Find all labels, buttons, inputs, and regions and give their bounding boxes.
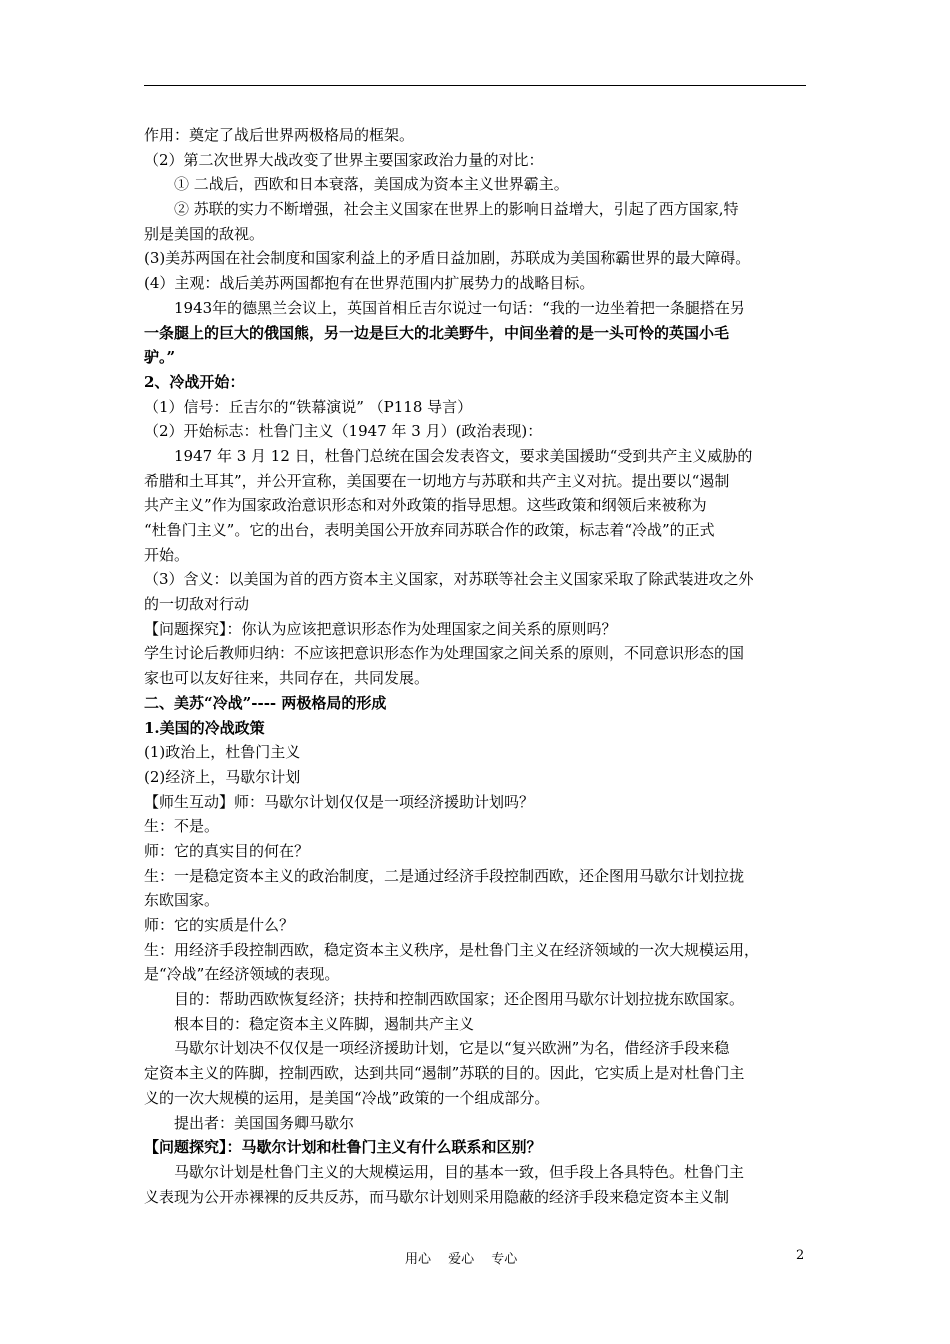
text-line: 希腊和土耳其”，并公开宣称，美国要在一切地方与苏联和共产主义对抗。提出要以“遏制 (144, 471, 730, 490)
text-line: 义表现为公开赤裸裸的反共反苏，而马歇尔计划则采用隐蔽的经济手段来稳定资本主义制 (144, 1187, 730, 1206)
text-line: 二、美苏“冷战”---- 两极格局的形成 (144, 693, 387, 712)
page-number: 2 (796, 1248, 805, 1263)
text-line: 是“冷战”在经济领域的表现。 (144, 965, 340, 984)
text-line: 师：它的实质是什么？ (144, 916, 295, 934)
text-line: 生：不是。 (144, 817, 220, 836)
text-line: (4）主观：战后美苏两国都抱有在世界范围内扩展势力的战略目标。 (144, 274, 595, 293)
text-line: 目的：帮助西欧恢复经济；扶持和控制西欧国家；还企图用马歇尔计划拉拢东欧国家。 (174, 990, 745, 1009)
text-line: (3)美苏两国在社会制度和国家利益上的矛盾日益加剧，苏联成为美国称霸世界的最大障碍。 (144, 249, 751, 268)
text-line: （3）含义：以美国为首的西方资本主义国家，对苏联等社会主义国家采取了除武装进攻之外 (144, 570, 754, 589)
text-line: 作用：奠定了战后世界两极格局的框架。 (144, 126, 415, 144)
text-line: 根本目的：稳定资本主义阵脚，遏制共产主义 (174, 1014, 475, 1033)
header-rule (144, 85, 806, 86)
text-line: 学生讨论后教师归纳：不应该把意识形态作为处理国家之间关系的原则，不同意识形态的国 (144, 644, 745, 663)
text-line: 一条腿上的巨大的俄国熊，另一边是巨大的北美野牛，中间坐着的是一头可怜的英国小毛 (144, 323, 730, 342)
text-line: 师：它的真实目的何在？ (144, 841, 310, 860)
text-line: (2)经济上，马歇尔计划 (144, 767, 301, 786)
text-line: (1)政治上，杜鲁门主义 (144, 743, 301, 762)
text-line: 1.美国的冷战政策 (144, 718, 265, 737)
text-line: 驴。” (144, 348, 176, 367)
text-line: 生：一是稳定资本主义的政治制度，二是通过经济手段控制西欧，还企图用马歇尔计划拉拢 (144, 866, 745, 885)
text-line: ② 苏联的实力不断增强，社会主义国家在世界上的影响日益增大，引起了西方国家,特 (174, 200, 739, 219)
text-line: “杜鲁门主义”。它的出台，表明美国公开放弃同苏联合作的政策，标志着“冷战”的正式 (144, 521, 715, 539)
text-line: （2）第二次世界大战改变了世界主要国家政治力量的对比： (144, 150, 544, 169)
text-line: 定资本主义的阵脚，控制西欧，达到共同“遏制”苏联的目的。因此，它实质上是对杜鲁门主 (144, 1064, 745, 1083)
text-line: 马歇尔计划是杜鲁门主义的大规模运用，目的基本一致，但手段上各具特色。杜鲁门主 (174, 1162, 745, 1181)
text-line: 【问题探究】：马歇尔计划和杜鲁门主义有什么联系和区别？ (144, 1138, 542, 1157)
text-line: 别是美国的敌视。 (144, 224, 265, 243)
text-line: 家也可以友好往来，共同存在，共同发展。 (144, 669, 430, 688)
text-line: 开始。 (144, 545, 190, 564)
text-line: 2、冷战开始： (144, 372, 245, 391)
text-line: 的一切敌对行动 (144, 595, 250, 614)
text-line: 1947 年 3 月 12 日，杜鲁门总统在国会发表咨文，要求美国援助“受到共产主义威胁的 (174, 446, 753, 465)
text-line: 1943年的德黑兰会议上，英国首相丘吉尔说过一句话：“我的一边坐着把一条腿搭在另 (174, 298, 745, 317)
text-line: （1）信号：丘吉尔的“铁幕演说” （P118 导言） (144, 397, 473, 416)
text-line: 生：用经济手段控制西欧，稳定资本主义秩序，是杜鲁门主义在经济领域的一次大规模运用， (144, 940, 760, 959)
text-line: 【师生互动】师：马歇尔计划仅仅是一项经济援助计划吗？ (144, 792, 535, 811)
text-line: 义的一次大规模的运用，是美国“冷战”政策的一个组成部分。 (144, 1088, 550, 1107)
text-line: 马歇尔计划决不仅仅是一项经济援助计划，它是以“复兴欧洲”为名，借经济手段来稳 (174, 1039, 730, 1058)
text-line: 【问题探究】：你认为应该把意识形态作为处理国家之间关系的原则吗？ (144, 619, 617, 638)
text-line: 共产主义”作为国家政治意识形态和对外政策的指导思想。这些政策和纲领后来被称为 (144, 496, 707, 515)
text-line: （2）开始标志：杜鲁门主义（1947 年 3 月）(政治表现)： (144, 422, 543, 441)
text-line: 提出者：美国国务卿马歇尔 (174, 1113, 355, 1132)
text-line: 东欧国家。 (144, 891, 220, 910)
document-body (144, 123, 806, 1209)
footer-motto: 用心 爱心 专心 (405, 1252, 518, 1267)
text-line: ① 二战后，西欧和日本衰落，美国成为资本主义世界霸主。 (174, 175, 569, 194)
